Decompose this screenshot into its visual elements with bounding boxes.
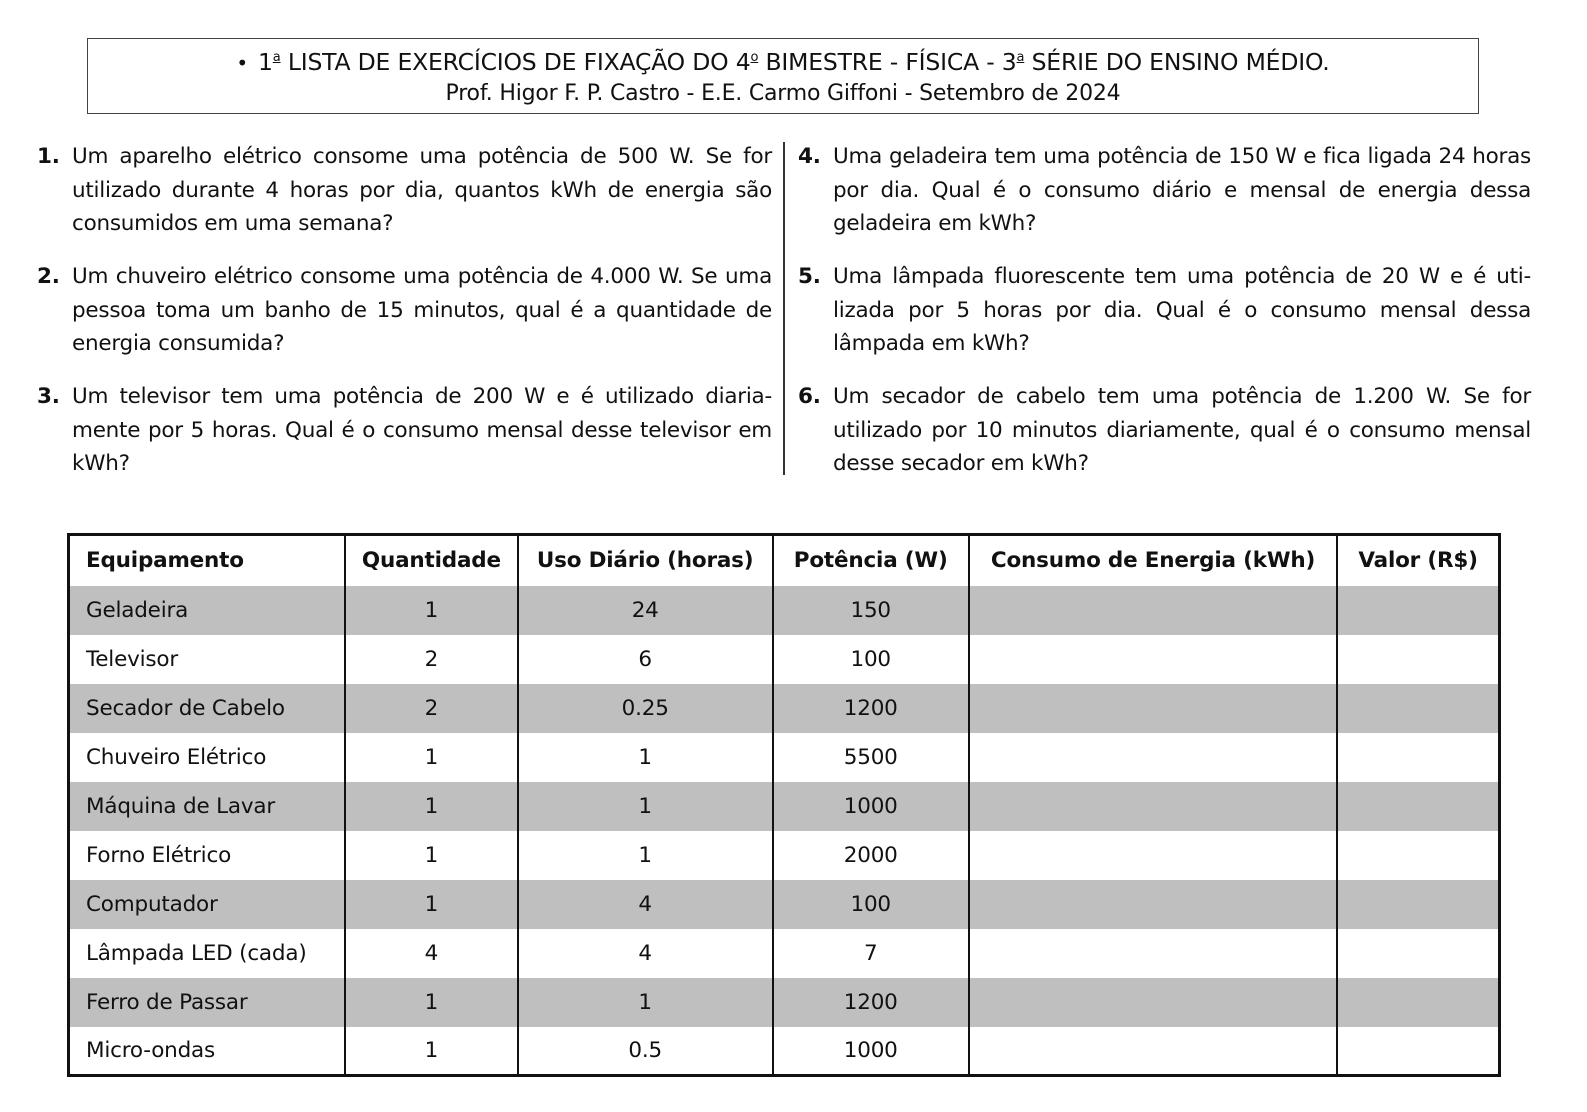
- cell-equipamento: Secador de Cabelo: [69, 684, 345, 733]
- document-subtitle: Prof. Higor F. P. Castro - E.E. Carmo Giffoni - Setembro de 2024: [445, 81, 1121, 106]
- exercise-number: 6.: [798, 384, 821, 409]
- cell-potencia: 100: [773, 880, 969, 929]
- cell-consumo[interactable]: [969, 929, 1337, 978]
- exercise-text: Um secador de cabelo tem uma potência de 1.200 W. Se for utilizado por 10 minutos diariamente, qual é o consumo mensal desse secador em kWh?: [833, 384, 1531, 476]
- cell-equipamento: Geladeira: [69, 586, 345, 635]
- cell-valor[interactable]: [1337, 978, 1499, 1027]
- header-valor: Valor (R$): [1337, 535, 1499, 586]
- exercise-text: Uma lâmpada fluorescente tem uma potência de 20 W e é uti-lizada por 5 horas por dia. Qual é o consumo mensal dessa lâmpada em kWh?: [833, 264, 1531, 356]
- title-sup-3: a: [1016, 50, 1025, 65]
- cell-quantidade: 1: [345, 831, 518, 880]
- cell-equipamento: Máquina de Lavar: [69, 782, 345, 831]
- header-potencia: Potência (W): [773, 535, 969, 586]
- cell-equipamento: Micro-ondas: [69, 1027, 345, 1076]
- cell-quantidade: 1: [345, 1027, 518, 1076]
- exercise-text: Uma geladeira tem uma potência de 150 W e fica ligada 24 horas por dia. Qual é o consumo diário e mensal de energia dessa geladeira em kWh?: [833, 144, 1531, 236]
- cell-valor[interactable]: [1337, 929, 1499, 978]
- exercise-number: 5.: [798, 264, 821, 289]
- table-row: [69, 635, 1500, 684]
- table-row: [69, 586, 1500, 635]
- exercise-text: Um aparelho elétrico consome uma potência de 500 W. Se for utilizado durante 4 horas por dia, quantos kWh de energia são consumidos em uma semana?: [72, 144, 772, 236]
- cell-quantidade: 1: [345, 880, 518, 929]
- cell-uso-diario: 1: [518, 733, 773, 782]
- title-part-2: BIMESTRE - FÍSICA - 3: [765, 48, 1017, 76]
- cell-potencia: 1200: [773, 978, 969, 1027]
- header-consumo: Consumo de Energia (kWh): [969, 535, 1337, 586]
- exercise-text: Um chuveiro elétrico consome uma potência de 4.000 W. Se uma pessoa toma um banho de 15 minutos, qual é a quantidade de energia consumida?: [72, 264, 772, 356]
- table-row: [69, 684, 1500, 733]
- cell-equipamento: Lâmpada LED (cada): [69, 929, 345, 978]
- cell-equipamento: Ferro de Passar: [69, 978, 345, 1027]
- document-title: [88, 45, 1478, 80]
- cell-valor[interactable]: [1337, 684, 1499, 733]
- exercise-number: 2.: [37, 264, 60, 289]
- cell-potencia: 2000: [773, 831, 969, 880]
- cell-uso-diario: 1: [518, 831, 773, 880]
- cell-uso-diario: 0.5: [518, 1027, 773, 1076]
- exercise-3: [34, 380, 772, 481]
- exercise-1: [34, 140, 772, 241]
- cell-quantidade: 2: [345, 635, 518, 684]
- cell-equipamento: Forno Elétrico: [69, 831, 345, 880]
- cell-quantidade: 1: [345, 733, 518, 782]
- cell-valor[interactable]: [1337, 586, 1499, 635]
- cell-valor[interactable]: [1337, 733, 1499, 782]
- cell-quantidade: 1: [345, 978, 518, 1027]
- header-equipamento: Equipamento: [69, 535, 345, 586]
- table-row: [69, 831, 1500, 880]
- cell-potencia: 7: [773, 929, 969, 978]
- table-row: [69, 733, 1500, 782]
- cell-quantidade: 1: [345, 782, 518, 831]
- exercise-5: [795, 260, 1531, 361]
- header-uso-diario: Uso Diário (horas): [518, 535, 773, 586]
- cell-uso-diario: 4: [518, 880, 773, 929]
- cell-equipamento: Chuveiro Elétrico: [69, 733, 345, 782]
- cell-consumo[interactable]: [969, 586, 1337, 635]
- exercise-number: 4.: [798, 144, 821, 169]
- title-part-1: LISTA DE EXERCÍCIOS DE FIXAÇÃO DO 4: [287, 48, 751, 76]
- exercises-left-column: [34, 140, 772, 500]
- title-sup-2: o: [750, 50, 759, 65]
- cell-consumo[interactable]: [969, 635, 1337, 684]
- cell-quantidade: 1: [345, 586, 518, 635]
- cell-potencia: 5500: [773, 733, 969, 782]
- title-box: [87, 38, 1479, 114]
- title-ordinal: 1: [258, 48, 273, 76]
- cell-uso-diario: 1: [518, 978, 773, 1027]
- cell-valor[interactable]: [1337, 635, 1499, 684]
- cell-valor[interactable]: [1337, 831, 1499, 880]
- cell-potencia: 1200: [773, 684, 969, 733]
- cell-potencia: 100: [773, 635, 969, 684]
- cell-consumo[interactable]: [969, 1027, 1337, 1076]
- cell-potencia: 150: [773, 586, 969, 635]
- cell-consumo[interactable]: [969, 733, 1337, 782]
- cell-quantidade: 4: [345, 929, 518, 978]
- cell-consumo[interactable]: [969, 880, 1337, 929]
- energy-consumption-table: [67, 533, 1501, 1077]
- cell-uso-diario: 0.25: [518, 684, 773, 733]
- cell-quantidade: 2: [345, 684, 518, 733]
- exercise-text: Um televisor tem uma potência de 200 W e é utilizado diaria-mente por 5 horas. Qual é o consumo mensal desse televisor em kWh?: [72, 384, 772, 476]
- cell-uso-diario: 1: [518, 782, 773, 831]
- table-row: [69, 978, 1500, 1027]
- exercise-number: 1.: [37, 144, 60, 169]
- exercise-6: [795, 380, 1531, 481]
- exercise-number: 3.: [37, 384, 60, 409]
- cell-valor[interactable]: [1337, 782, 1499, 831]
- cell-uso-diario: 24: [518, 586, 773, 635]
- cell-uso-diario: 4: [518, 929, 773, 978]
- table-header-row: [69, 535, 1500, 586]
- bullet-icon: •: [236, 51, 249, 75]
- header-quantidade: Quantidade: [345, 535, 518, 586]
- cell-potencia: 1000: [773, 782, 969, 831]
- table-row: [69, 782, 1500, 831]
- exercise-4: [795, 140, 1531, 241]
- cell-consumo[interactable]: [969, 831, 1337, 880]
- cell-uso-diario: 6: [518, 635, 773, 684]
- table-row: [69, 1027, 1500, 1076]
- cell-valor[interactable]: [1337, 880, 1499, 929]
- title-part-3: SÉRIE DO ENSINO MÉDIO.: [1031, 48, 1330, 76]
- cell-equipamento: Televisor: [69, 635, 345, 684]
- exercise-2: [34, 260, 772, 361]
- cell-valor[interactable]: [1337, 1027, 1499, 1076]
- cell-potencia: 1000: [773, 1027, 969, 1076]
- table-row: [69, 929, 1500, 978]
- title-ordinal-sup: a: [272, 50, 281, 65]
- column-divider: [783, 142, 785, 475]
- cell-consumo[interactable]: [969, 978, 1337, 1027]
- cell-equipamento: Computador: [69, 880, 345, 929]
- exercises-right-column: [795, 140, 1531, 500]
- cell-consumo[interactable]: [969, 684, 1337, 733]
- cell-consumo[interactable]: [969, 782, 1337, 831]
- table-row: [69, 880, 1500, 929]
